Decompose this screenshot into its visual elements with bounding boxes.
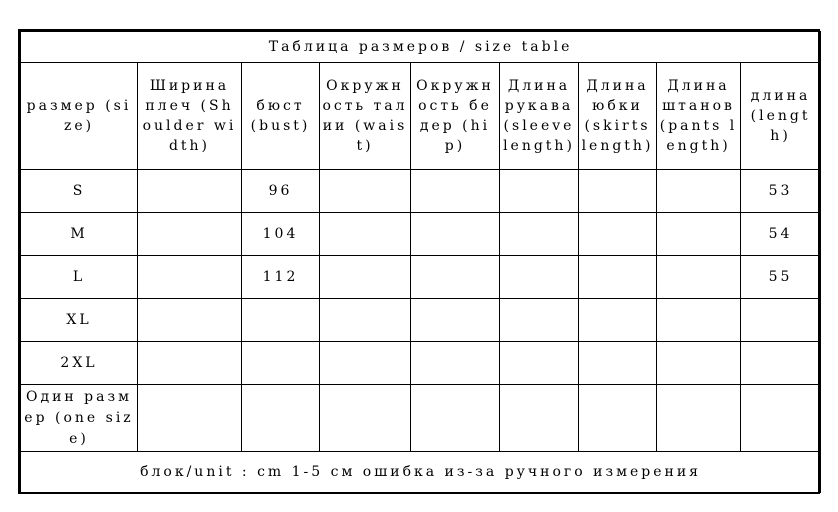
size-table <box>20 31 821 493</box>
table-row-m <box>21 213 821 256</box>
skirt-length-cell <box>579 213 657 256</box>
bust-cell <box>242 385 320 452</box>
pants-length-cell <box>657 256 741 299</box>
skirt-length-cell <box>579 256 657 299</box>
pants-length-cell <box>657 213 741 256</box>
skirt-length-cell <box>579 170 657 213</box>
unit-note: блок/unit : cm 1-5 см ошибка из-за ручного измерения <box>21 452 821 493</box>
table-row-2xl <box>21 342 821 385</box>
header-skirt-length: Длина юбки (skirts length) <box>579 63 657 170</box>
shoulder-width-cell <box>138 342 242 385</box>
hip-cell <box>411 213 500 256</box>
table-row-one-size <box>21 385 821 452</box>
skirt-length-cell <box>579 299 657 342</box>
skirt-length-cell <box>579 385 657 452</box>
table-title: Таблица размеров / size table <box>21 32 821 63</box>
length-cell: 54 <box>741 213 821 256</box>
waist-cell <box>320 213 411 256</box>
title-row <box>21 32 821 63</box>
length-cell <box>741 299 821 342</box>
bust-cell <box>242 299 320 342</box>
hip-cell <box>411 299 500 342</box>
footer-row <box>21 452 821 493</box>
header-size: размер (size) <box>21 63 138 170</box>
bust-cell: 112 <box>242 256 320 299</box>
waist-cell <box>320 385 411 452</box>
hip-cell <box>411 385 500 452</box>
pants-length-cell <box>657 385 741 452</box>
shoulder-width-cell <box>138 213 242 256</box>
size-label: L <box>21 256 138 299</box>
length-cell <box>741 342 821 385</box>
waist-cell <box>320 299 411 342</box>
bust-cell: 96 <box>242 170 320 213</box>
shoulder-width-cell <box>138 385 242 452</box>
sleeve-length-cell <box>500 342 579 385</box>
length-cell <box>741 385 821 452</box>
header-hip: Окружность бедер (hip) <box>411 63 500 170</box>
shoulder-width-cell <box>138 299 242 342</box>
size-label: Один размер (one size) <box>21 385 138 452</box>
size-table-sheet <box>18 29 820 494</box>
shoulder-width-cell <box>138 256 242 299</box>
waist-cell <box>320 256 411 299</box>
header-waist: Окружность талии (waist) <box>320 63 411 170</box>
hip-cell <box>411 342 500 385</box>
header-length: длина (length) <box>741 63 821 170</box>
table-row-xl <box>21 299 821 342</box>
size-label: S <box>21 170 138 213</box>
hip-cell <box>411 256 500 299</box>
bust-cell <box>242 342 320 385</box>
shoulder-width-cell <box>138 170 242 213</box>
sleeve-length-cell <box>500 385 579 452</box>
pants-length-cell <box>657 170 741 213</box>
waist-cell <box>320 342 411 385</box>
header-row <box>21 63 821 170</box>
pants-length-cell <box>657 342 741 385</box>
sleeve-length-cell <box>500 256 579 299</box>
waist-cell <box>320 170 411 213</box>
header-sleeve-length: Длина рукава (sleeve length) <box>500 63 579 170</box>
header-pants-length: Длина штанов (pants length) <box>657 63 741 170</box>
skirt-length-cell <box>579 342 657 385</box>
header-shoulder-width: Ширина плеч (Shoulder width) <box>138 63 242 170</box>
hip-cell <box>411 170 500 213</box>
sleeve-length-cell <box>500 213 579 256</box>
table-row-s <box>21 170 821 213</box>
pants-length-cell <box>657 299 741 342</box>
size-label: 2XL <box>21 342 138 385</box>
size-label: M <box>21 213 138 256</box>
bust-cell: 104 <box>242 213 320 256</box>
length-cell: 55 <box>741 256 821 299</box>
table-row-l <box>21 256 821 299</box>
length-cell: 53 <box>741 170 821 213</box>
size-label: XL <box>21 299 138 342</box>
sleeve-length-cell <box>500 170 579 213</box>
sleeve-length-cell <box>500 299 579 342</box>
header-bust: бюст (bust) <box>242 63 320 170</box>
